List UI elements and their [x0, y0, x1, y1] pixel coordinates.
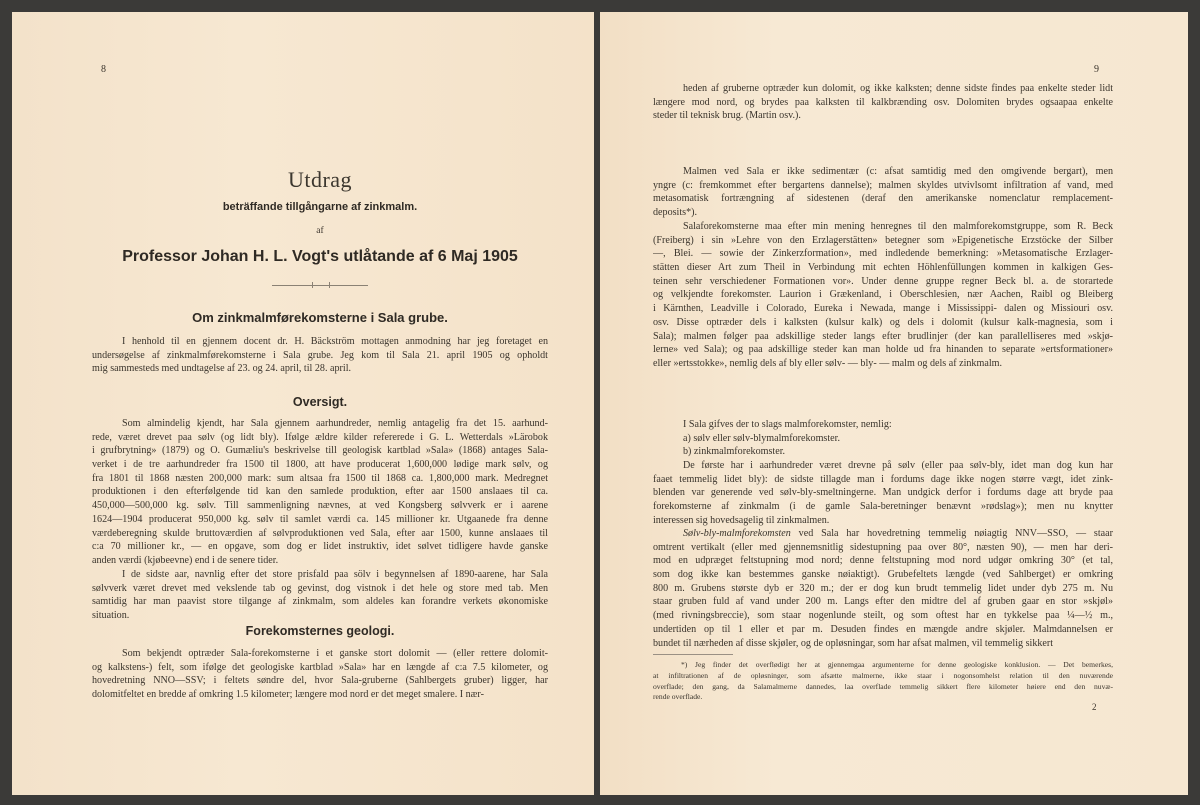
paragraph	[92, 647, 548, 702]
text-line: deposits*).	[653, 207, 698, 219]
text-line: De første har i aarhundreder været drevne på sølv (eller paa sølv-bly, idet man dog kun har	[683, 460, 1113, 471]
italic-lead: Sølv-bly-malmforekomsten	[683, 528, 791, 539]
text-line: a) sølv eller sølv-blymalmforekomster.	[683, 433, 840, 444]
text-line: i grufbrytning» (1879) og O. Gumæliu's beskrivelse till geologisk kartblad »Sala» (1868) antages Sala-	[92, 445, 548, 457]
text-line: og velkjendte forekomster. Laurion i Grækenland, i Oberschlesien, nær Aachen, Raibl og Bleiberg	[653, 289, 1113, 301]
signature-mark: 2	[1092, 702, 1097, 712]
page-number: 9	[1094, 64, 1099, 75]
right-page	[600, 12, 1188, 795]
text-line: staar gruben fuld af vand under 200 m. Langs efter den midtre del af gruben gaar en stor »skjøl»	[653, 596, 1113, 608]
text-line: teinen sehr verschiedener Formationen vor». Under denne gruppe regner Beck bl. a. de storartede	[653, 275, 1113, 287]
byline-af: af	[316, 226, 324, 236]
text-line: blenden var generende ved sølv-bly-smeltningerne. Man undgick derfor i fordums dage att bryde paa	[653, 487, 1113, 499]
text-line: produktionen i den efterfølgende tid kan den samlede produktion, efter aar 1500 anslaaes til ca.	[92, 486, 548, 498]
text-line: —, Blei. — sowie der Zinkerzformation», med indledende bemerkning: »Metasomatische Erzlager-	[653, 248, 1113, 260]
text-line: undersøgelse af zinkmalmførekomsterne i Sala grube. Jeg kom til Sala 21. april 1905 og opholdt	[92, 349, 548, 361]
text-line: som dog ikke kan bestemmes ganske nøiaktigt). Grubefeltets længde (ved Sahlberget) er omkring	[653, 569, 1113, 581]
page-number: 8	[101, 64, 106, 75]
section-heading: Oversigt.	[292, 395, 348, 409]
text-line: c:a 70 millioner kr., — en opgave, som dog er lidet instruktiv, idet sølvet tidligere havde ganske	[92, 541, 548, 553]
text-line: at infiltrationen af de opløsninger, som afsætte malmerne, ikke staar i nogonsomhelst relation til den nuværende	[653, 670, 1113, 680]
text-line: dolomitfeltet en bredde af omkring 1.5 kilometer; længere mod nord er det meget smalere. I nær-	[92, 689, 484, 701]
text-line: fra 1801 til 1868 næsten 200,000 mark: sum altsaa fra 1500 til 1868 ca. 1,800,000 mark. Medregnet	[92, 472, 548, 484]
text-line: undertiden op til 1 eller et par m. Desuden findes en mængde andre skjøler. Malmdannelsen er	[653, 623, 1113, 635]
paragraph	[92, 335, 548, 376]
text-line: verket i de tre aarhundreder fra 1500 til 1800, att have producerat 1,600,000 lødige mark sølv, og	[92, 459, 548, 471]
paragraph	[653, 459, 1113, 527]
text-line: værdeberegning skulde bruttoværdien af sølvproduktionen ved Sala, efter aar 1500, kunne anslaaes til	[92, 527, 548, 539]
text-line: Som almindelig kjendt, har Sala gjennem aarhundreder, nemlig antagelig fra det 15. aarhund-	[122, 418, 548, 429]
text-line: overflade; den gang, da Salamalmerne dannedes, laa overflade temmelig sikkert flere kilometer høiere end den nuvæ-	[653, 681, 1113, 691]
text-line: hovedretning NNO—SSV; i feltets søndre del, hvor Sala-gruberne (Sahlbergets gruber) ligger, har	[92, 675, 548, 687]
paragraph	[653, 220, 1113, 371]
text-line: anden værdi (kjøbeevne) end i de senere tider.	[92, 554, 279, 566]
paragraph	[92, 417, 548, 568]
list-item	[653, 432, 1113, 446]
text-line: rede, været drevet paa sølv (og lidt bly). Ifølge ældre kilder refererede i G. L. Wetterdals »Lärobok	[92, 431, 548, 443]
text-line: sølvverk været drevet med vekslende tab og gevinst, dog vistnok i det hele og store med tab. Men	[92, 582, 548, 594]
list-item	[653, 445, 1113, 459]
text-span: ved Sala har hovedretning temmelig nøiagtig NNV—SSO, — staar	[790, 528, 1113, 539]
text-line: forekomsterne af zinkmalm (i de gamle Sala-beretninger benævnt »rødslag»); men nu knytter	[653, 501, 1113, 513]
text-line: faaet temmelig lidet bly): de sidste tillagde man i fordums dage ikke nogen større vægt, idet zink-	[653, 473, 1113, 485]
text-line: I Sala gifves der to slags malmforekomster, nemlig:	[683, 419, 892, 430]
text-line: interessen sig hovedsagelig til zinkmalmen.	[653, 514, 830, 526]
text-line: osv. Disse optræder dels i kalksten (kulsur kalk) og dels i dolomit (kulsur kalk-magnesia, som i	[653, 316, 1113, 328]
document-subtitle: beträffande tillgångarne af zinkmalm.	[222, 201, 418, 213]
paragraph	[92, 568, 548, 623]
paragraph	[653, 165, 1113, 220]
text-line: samtidig har man paavist store tilgange af zinkmalm, som aldeles kan forandre verkets økonomiske	[92, 596, 548, 608]
text-line: rende overflade.	[653, 692, 703, 702]
text-line: (Freiberg) i sin »Lehre von den Erzlagerstätten» betegner som »Epigenetische Erzstöcke der Silber	[653, 234, 1113, 246]
paragraph	[653, 82, 1113, 123]
text-line: bundet til nærheden af disse skjøler, og de opløsningar, som har afsat malmen, vil temmelig sikkert	[653, 637, 1054, 649]
text-line: i Kärnthen, Leadville i Colorado, Eureka i Newada, mange i Mississippi- dalen og Missiouri osv.	[653, 303, 1113, 315]
paragraph	[653, 418, 1113, 432]
footnote-rule	[653, 654, 733, 655]
text-line: eller »ertsstokke», nemlig dels af bly eller sølv- — bly- — malm og dels af zinkmalm.	[653, 357, 1002, 369]
text-line: steder til teknisk brug. (Martin osv.).	[653, 110, 801, 122]
text-line: *) Jeg finder det overflødigt her at gjennemgaa argumenterne for denne geologiske konklusion. — Det bemerkes,	[681, 660, 1113, 669]
left-page	[12, 12, 594, 795]
text-line: heden af gruberne optræder kun dolomit, og ikke kalksten; denne sidste findes paa enkelte steder lidt	[683, 83, 1113, 94]
footnote	[653, 660, 1113, 703]
text-line: længere mod nord, og brydes paa kalksten til kalkbrænding osv. Dolomiten brydes ogsaapaa enkelte	[653, 96, 1113, 108]
section-heading: Om zinkmalmførekomsterne i Sala grube.	[192, 310, 448, 325]
text-line: Sala); malmen følger paa adskillige steder langs efter brudlinjer (der kan parallelliseres med »skjø-	[653, 330, 1113, 342]
text-line: omtrent vertikalt (eller med gjennemsnitlig sidestupning paa over 80°, næsten 90), — men har deri-	[653, 541, 1113, 553]
paragraph	[653, 527, 1113, 650]
author-line: Professor Johan H. L. Vogt's utlåtande af 6 Maj 1905	[122, 248, 518, 265]
text-line: 1624—1904 producerat 950,000 kg. sølv til samlet værdi ca. 145 millioner kr. Utgaanede fra denne	[92, 513, 548, 525]
text-line: b) zinkmalmforekomster.	[683, 446, 786, 457]
text-line: stätten dieser Art zum Theil in Verbindung mit echten Höhlenfüllungen kommen in kalkigen Ges-	[653, 262, 1113, 274]
text-line: I henhold til en gjennem docent dr. H. Bäckström mottagen anmodning har jeg foretaget en	[122, 336, 548, 347]
document-title: Utdrag	[287, 167, 353, 192]
text-line: I de sidste aar, navnlig efter det store prisfald paa sölv i begynnelsen af 1890-aarene, har Sala	[122, 569, 548, 580]
text-line: mod en udpræget feltstupning mod nord; denne feltstupning mod nord udgør omkring 30° (et tal,	[653, 555, 1113, 567]
section-heading: Forekomsternes geologi.	[245, 624, 395, 638]
text-line	[653, 527, 1113, 541]
text-line: Salaforekomsterne maa efter min mening henregnes til den malmforekomstgruppe, som R. Beck	[683, 221, 1113, 232]
text-line: 450,000—500,000 kg. sølv. Till sammenligning nævnes, at ved Kongsberg sølvverk er i aarene	[92, 500, 548, 512]
text-line: situation.	[92, 610, 130, 622]
text-line: mig sammesteds med undtagelse af 23. og 24. april, til 28. april.	[92, 363, 352, 375]
text-line: Som bekjendt optræder Sala-forekomsterne i et ganske stort dolomit — (eller rettere dolomit-	[122, 648, 548, 659]
ornament-divider-center	[312, 282, 330, 288]
text-line: metasomatisk fortrængning af sidestenen (deraf den amerikanske nomenclatur remplacement-	[653, 193, 1113, 205]
text-line: (med rivningsbreccie), som staar nogenlunde steilt, og som oftest har en tykkelse paa ¼—½ m.,	[653, 610, 1113, 622]
text-line: og kalkstens-) felt, som ifølge det geologiske kartblad »Sala» har en længde af c:a 7.5 kilometer, og	[92, 661, 548, 673]
text-line: Malmen ved Sala er ikke sedimentær (c: afsat samtidig med den omgivende bergart), men	[683, 166, 1113, 177]
text-line: 800 m. Grubens største dyb er 320 m.; der er dog kun brudt temmelig lidet under dyb 275 m. Nu	[653, 582, 1113, 594]
text-line: yngre (c: fremkommet efter bergartens dannelse); malmen skyldes utvivlsomt infiltration af vand, med	[653, 179, 1113, 191]
text-line: lerne» ved Sala); og paa adskillige steder kan man holde ud fra hinanden to separate »ertsformationer»	[653, 344, 1113, 356]
